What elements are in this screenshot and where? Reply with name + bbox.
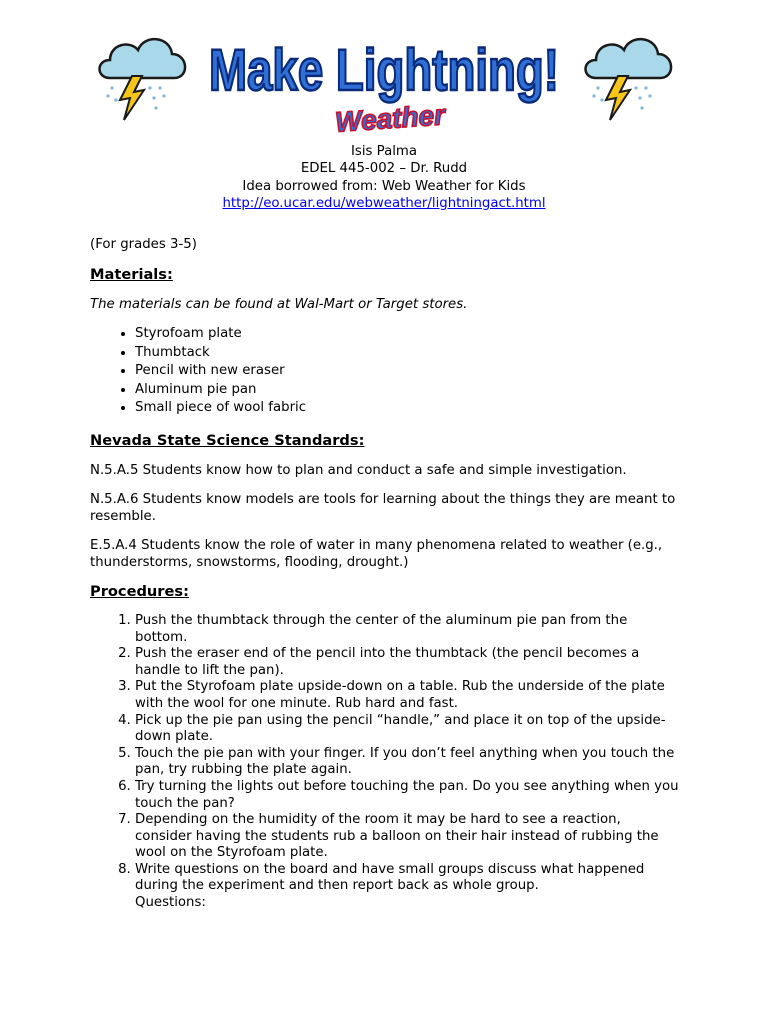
- course-line: EDEL 445-002 – Dr. Rudd: [300, 161, 468, 177]
- list-item: 3. Put the Styrofoam plate upside-down on a table. Rub the underside of the plate with the wool for one minute. Rub hard and fast.: [135, 679, 680, 712]
- list-item: 4. Pick up the pie pan using the pencil “handle,” and place it on top of the upside-down plate.: [135, 713, 680, 746]
- list-item: • Pencil with new eraser: [135, 362, 680, 381]
- document-body: [90, 236, 680, 912]
- list-item: 7. Depending on the humidity of the room it may be hard to see a reaction, consider having the students rub a balloon on their hair instead of rubbing the wool on the Styrofoam plate.: [135, 812, 680, 862]
- author-name: Isis Palma: [350, 144, 418, 159]
- credit-line: Idea borrowed from: Web Weather for Kids: [242, 178, 526, 194]
- list-item: • Aluminum pie pan: [135, 381, 680, 400]
- materials-note: The materials can be found at Wal-Mart or Target stores.: [90, 297, 468, 312]
- storm-cloud-lightning-icon: [578, 26, 678, 126]
- storm-cloud-lightning-icon: [92, 26, 192, 126]
- page-header: [0, 0, 768, 140]
- list-item: • Small piece of wool fabric: [135, 399, 680, 418]
- author-block: [0, 143, 768, 212]
- questions-label: Questions:: [135, 895, 206, 911]
- list-item: 1. Push the thumbtack through the center of the aluminum pie pan from the bottom.: [135, 613, 680, 646]
- list-item: • Thumbtack: [135, 344, 680, 363]
- procedures-heading: Procedures:: [90, 582, 189, 600]
- standard-item: N.5.A.6 Students know models are tools for learning about the things they are meant to resemble.: [90, 491, 676, 524]
- list-item: • Styrofoam plate: [135, 325, 680, 344]
- materials-heading: Materials:: [90, 266, 173, 283]
- procedures-list: [90, 613, 680, 895]
- list-item: 6. Try turning the lights out before touching the pan. Do you see anything when you touch the pan?: [135, 779, 680, 812]
- source-link[interactable]: http://eo.ucar.edu/webweather/lightningact.html: [222, 195, 546, 211]
- page-subtitle: Weather: [334, 99, 446, 138]
- title-wordart: [200, 28, 568, 136]
- standard-item: N.5.A.5 Students know how to plan and conduct a safe and simple investigation.: [90, 462, 627, 478]
- list-item: 2. Push the eraser end of the pencil into the thumbtack (the pencil becomes a handle to lift the pan).: [135, 646, 680, 679]
- page-title: Make Lightning!: [209, 38, 559, 103]
- materials-list: [90, 325, 680, 418]
- grades-note: (For grades 3-5): [90, 237, 197, 252]
- list-item: 8. Write questions on the board and have small groups discuss what happened during the experiment and then report back as whole group.: [135, 862, 680, 895]
- standards-heading: Nevada State Science Standards:: [90, 431, 365, 449]
- standard-item: E.5.A.4 Students know the role of water in many phenomena related to weather (e.g., thunderstorms, snowstorms, flooding, drought.): [90, 537, 663, 570]
- list-item: 5. Touch the pie pan with your finger. If you don’t feel anything when you touch the pan, try rubbing the plate again.: [135, 746, 680, 779]
